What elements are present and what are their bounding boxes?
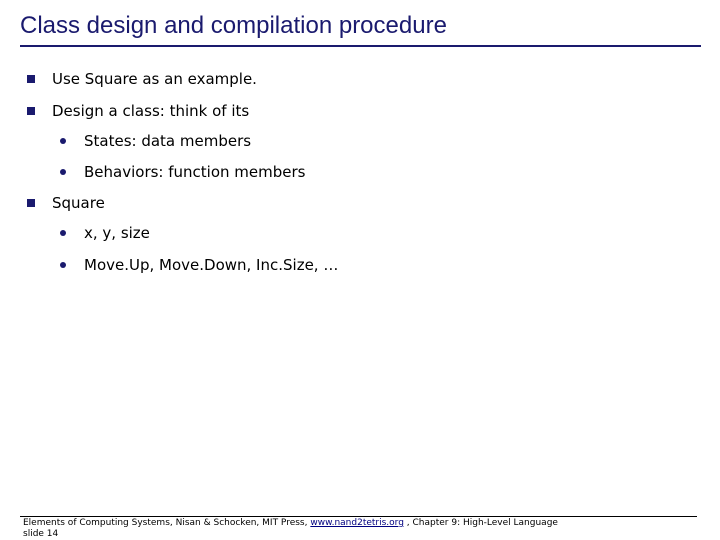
footer-suffix: , Chapter 9: High-Level Language — [403, 518, 558, 528]
sub-bullet-item — [84, 223, 150, 243]
square-bullet-icon — [27, 107, 35, 115]
bullet-item — [52, 193, 105, 213]
bullet-text: Use Square as an example. — [52, 70, 257, 88]
footer-link[interactable]: www.nand2tetris.org — [310, 518, 404, 528]
dot-bullet-icon — [60, 230, 66, 236]
footer-prefix: Elements of Computing Systems, Nisan & Schocken, MIT Press, — [23, 518, 311, 528]
sub-bullet-text: x, y, size — [84, 224, 150, 242]
footer-divider — [20, 516, 697, 517]
bullet-text: Square — [52, 194, 105, 212]
bullet-text: Design a class: think of its — [52, 102, 250, 120]
sub-bullet-text: Move.Up, Move.Down, Inc.Size, … — [84, 256, 339, 274]
title-divider — [20, 45, 701, 47]
sub-bullet-text: Behaviors: function members — [84, 163, 306, 181]
bullet-item — [52, 69, 257, 89]
sub-bullet-item — [84, 131, 251, 151]
sub-bullet-text: States: data members — [84, 132, 252, 150]
slide-title: Class design and compilation procedure — [20, 12, 447, 39]
footer-citation — [23, 518, 558, 529]
dot-bullet-icon — [60, 138, 66, 144]
sub-bullet-item — [84, 255, 338, 275]
square-bullet-icon — [27, 199, 35, 207]
dot-bullet-icon — [60, 169, 66, 175]
bullet-item — [52, 101, 249, 121]
slide-footer — [23, 518, 558, 540]
square-bullet-icon — [27, 75, 35, 83]
slide-number: slide 14 — [23, 529, 59, 539]
dot-bullet-icon — [60, 262, 66, 268]
sub-bullet-item — [84, 162, 305, 182]
